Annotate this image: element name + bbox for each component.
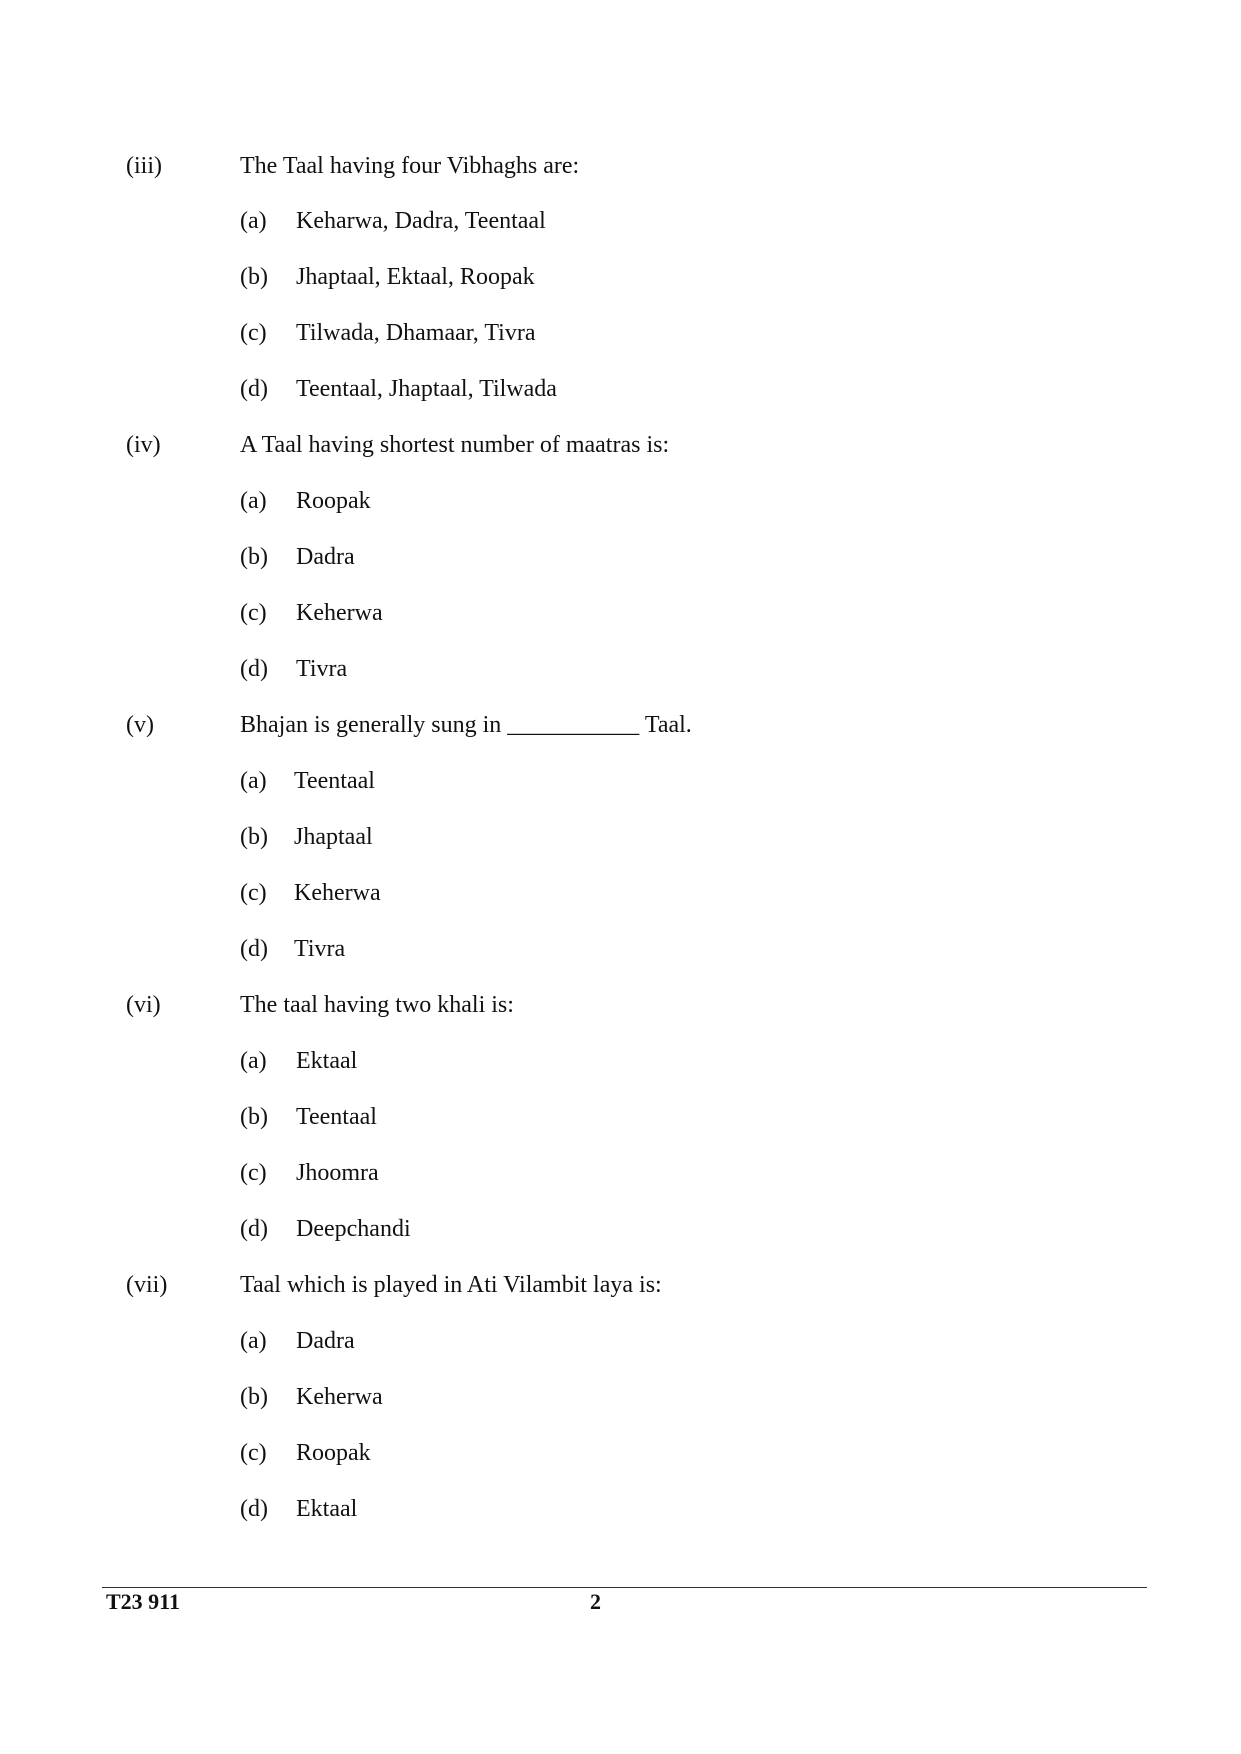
option-label: (c) (240, 1160, 267, 1186)
option-text: Teentaal, Jhaptaal, Tilwada (296, 376, 557, 402)
question-number: (iv) (126, 432, 161, 458)
option-text: Jhoomra (296, 1160, 379, 1186)
option-text: Keherwa (294, 880, 381, 906)
option-label: (a) (240, 1048, 267, 1074)
option-text: Teentaal (294, 768, 375, 794)
option-label: (a) (240, 1328, 267, 1354)
option-label: (c) (240, 320, 267, 346)
option-text: Dadra (296, 544, 355, 570)
option-text: Jhaptaal, Ektaal, Roopak (296, 264, 535, 290)
option-label: (a) (240, 768, 267, 794)
option-text: Roopak (296, 1440, 371, 1466)
option-label: (a) (240, 488, 267, 514)
option-label: (c) (240, 600, 267, 626)
option-label: (b) (240, 824, 268, 850)
option-label: (b) (240, 264, 268, 290)
option-text: Tilwada, Dhamaar, Tivra (296, 320, 536, 346)
question-number: (v) (126, 712, 154, 738)
option-label: (b) (240, 1384, 268, 1410)
option-text: Ektaal (296, 1496, 358, 1522)
question-text: A Taal having shortest number of maatras is: (240, 432, 670, 458)
option-label: (d) (240, 1216, 268, 1242)
option-label: (d) (240, 1496, 268, 1522)
question-text: The Taal having four Vibhaghs are: (240, 153, 580, 179)
footer-divider (102, 1587, 1147, 1588)
paper-code: T23 911 (106, 1589, 180, 1614)
question-number: (vi) (126, 992, 161, 1018)
question-text: Bhajan is generally sung in ___________ Taal. (240, 712, 692, 738)
option-label: (d) (240, 936, 268, 962)
question-text: Taal which is played in Ati Vilambit laya is: (240, 1272, 662, 1298)
option-label: (a) (240, 208, 267, 234)
option-text: Keherwa (296, 600, 383, 626)
option-label: (b) (240, 1104, 268, 1130)
option-text: Keherwa (296, 1384, 383, 1410)
option-label: (c) (240, 1440, 267, 1466)
option-text: Ektaal (296, 1048, 358, 1074)
option-text: Tivra (294, 936, 346, 962)
option-text: Deepchandi (296, 1216, 411, 1242)
question-number: (vii) (126, 1272, 168, 1298)
option-label: (b) (240, 544, 268, 570)
option-text: Tivra (296, 656, 348, 682)
page-number: 2 (590, 1589, 601, 1614)
option-text: Dadra (296, 1328, 355, 1354)
option-text: Teentaal (296, 1104, 377, 1130)
option-label: (c) (240, 880, 267, 906)
option-text: Keharwa, Dadra, Teentaal (296, 208, 546, 234)
option-label: (d) (240, 656, 268, 682)
question-number: (iii) (126, 153, 162, 179)
option-text: Roopak (296, 488, 371, 514)
option-label: (d) (240, 376, 268, 402)
question-text: The taal having two khali is: (240, 992, 514, 1018)
option-text: Jhaptaal (294, 824, 373, 850)
